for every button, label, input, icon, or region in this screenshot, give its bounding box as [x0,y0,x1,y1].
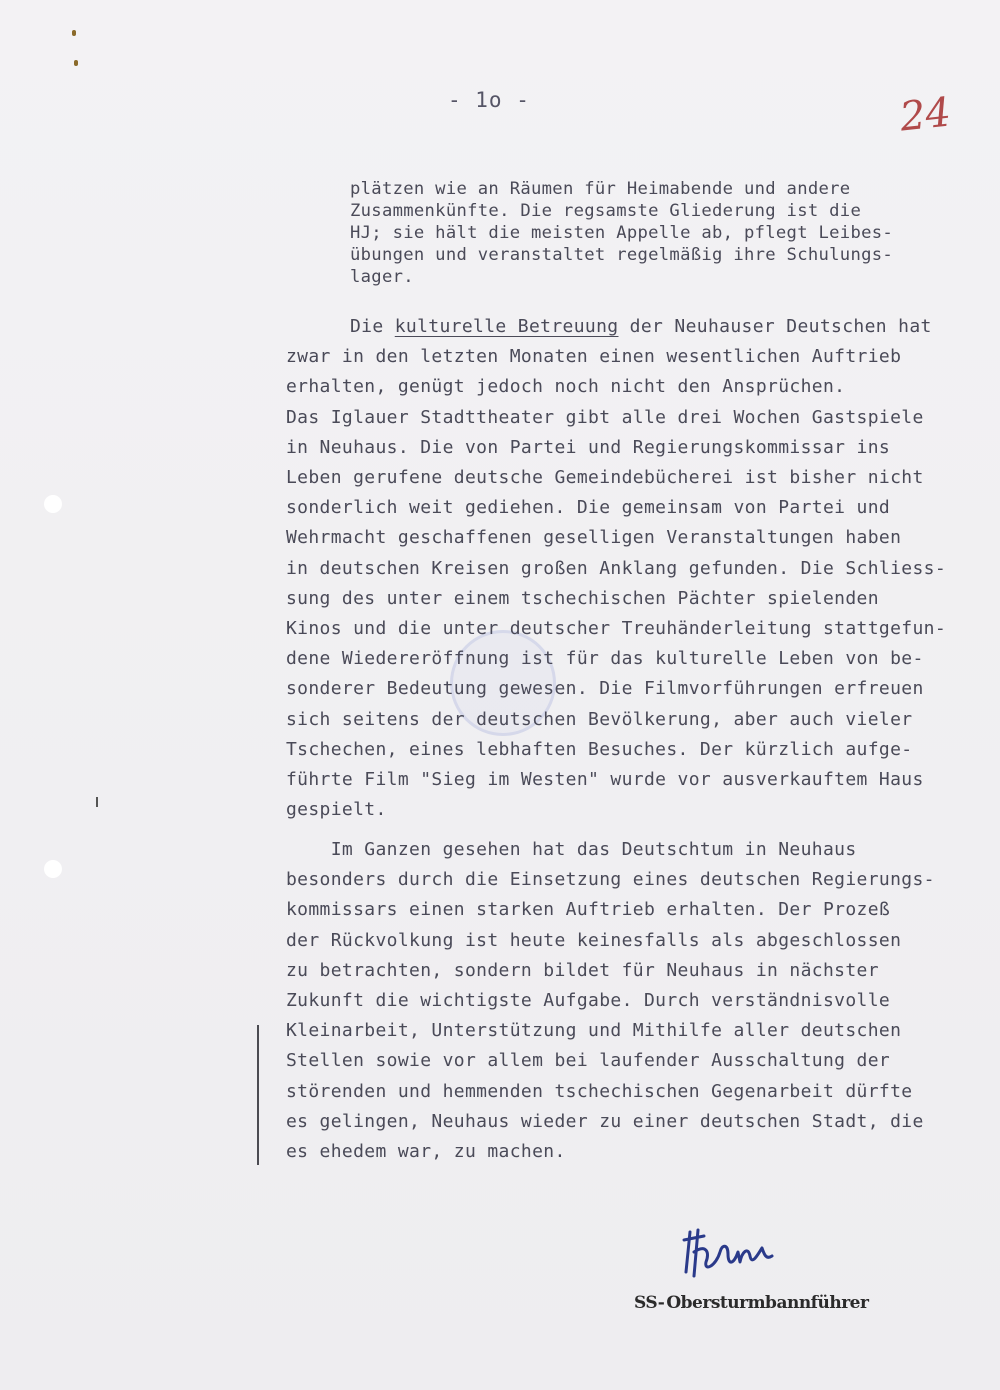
text-line: Das Iglauer Stadttheater gibt alle drei Wochen Gastspiele [286,406,924,428]
underlined-heading: kulturelle Betreuung [394,316,619,337]
text-line: Zusammenkünfte. Die regsamste Gliederung ist die [350,201,862,221]
text-fragment: Die [350,316,395,337]
text-line: Tschechen, eines lebhaften Besuches. Der kürzlich aufge- [286,738,913,760]
text-line: Kleinarbeit, Unterstützung und Mithilfe aller deutschen [286,1020,902,1042]
handwritten-signature [676,1222,776,1286]
text-line: sonderer Bedeutung gewesen. Die Filmvorführungen erfreuen [286,678,924,700]
punch-hole [44,495,62,513]
text-line: Zukunft die wichtigste Aufgabe. Durch verständnisvolle [286,990,891,1012]
page-number: - 1o - [448,88,530,112]
text-line: Leben gerufene deutsche Gemeindebücherei ist bisher nicht [286,467,924,489]
text-line: plätzen wie an Räumen für Heimabende und andere [350,179,851,199]
paper-speck [72,30,76,36]
text-line: der Rückvolkung ist heute keinesfalls als abgeschlossen [286,929,902,951]
text-line: Wehrmacht geschaffenen geselligen Veranstaltungen haben [286,527,902,549]
text-line [286,312,946,342]
text-line: störenden und hemmenden tschechischen Gegenarbeit dürfte [286,1080,913,1102]
text-line: dene Wiedereröffnung ist für das kulturelle Leben von be- [286,648,924,670]
paragraph-continuation [350,178,893,288]
signature-scribble [676,1222,776,1282]
text-line: in Neuhaus. Die von Partei und Regierungskommissar ins [286,436,891,458]
text-line: Kinos und die unter deutscher Treuhänderleitung stattgefun- [286,618,947,640]
text-line: zwar in den letzten Monaten einen wesentlichen Auftrieb [286,346,902,368]
text-fragment: der Neuhauser Deutschen hat [618,316,932,337]
text-line: übungen und veranstaltet regelmäßig ihre Schulungs- [350,245,894,265]
text-line: erhalten, genügt jedoch noch nicht den Ansprüchen. [286,376,846,398]
text-line: es ehedem war, zu machen. [286,1141,566,1163]
rank-title: Obersturmbannführer [666,1293,869,1313]
text-line: zu betrachten, sondern bildet für Neuhaus in nächster [286,959,879,981]
margin-vertical-mark [257,1025,259,1165]
folio-number: 24 [897,89,954,141]
text-line: es gelingen, Neuhaus wieder zu einer deutschen Stadt, die [286,1110,924,1132]
rank-stamp [634,1293,868,1313]
text-line: lager. [350,267,414,287]
text-line: sich seitens der deutschen Bevölkerung, aber auch vieler [286,708,913,730]
text-line: führte Film "Sieg im Westen" wurde vor ausverkauftem Haus [286,769,924,791]
text-line: besonders durch die Einsetzung eines deutschen Regierungs- [286,869,935,891]
punch-hole [44,860,62,878]
text-line: Im Ganzen gesehen hat das Deutschtum in Neuhaus [286,839,857,860]
text-line: kommissars einen starken Auftrieb erhalten. Der Prozeß [286,899,891,921]
paper-speck [74,60,78,66]
paragraph-summary [286,835,935,1167]
text-line: Stellen sowie vor allem bei laufender Ausschaltung der [286,1050,891,1072]
margin-mark [96,797,98,807]
ss-rune-prefix: SS- [634,1293,665,1313]
text-line: sonderlich weit gediehen. Die gemeinsam von Partei und [286,497,891,519]
text-line: gespielt. [286,799,387,821]
text-line: HJ; sie hält die meisten Appelle ab, pflegt Leibes- [350,223,894,243]
text-line: sung des unter einem tschechischen Pächter spielenden [286,587,879,609]
paragraph-cultural-care [286,312,946,825]
text-line: in deutschen Kreisen großen Anklang gefunden. Die Schliess- [286,557,947,579]
